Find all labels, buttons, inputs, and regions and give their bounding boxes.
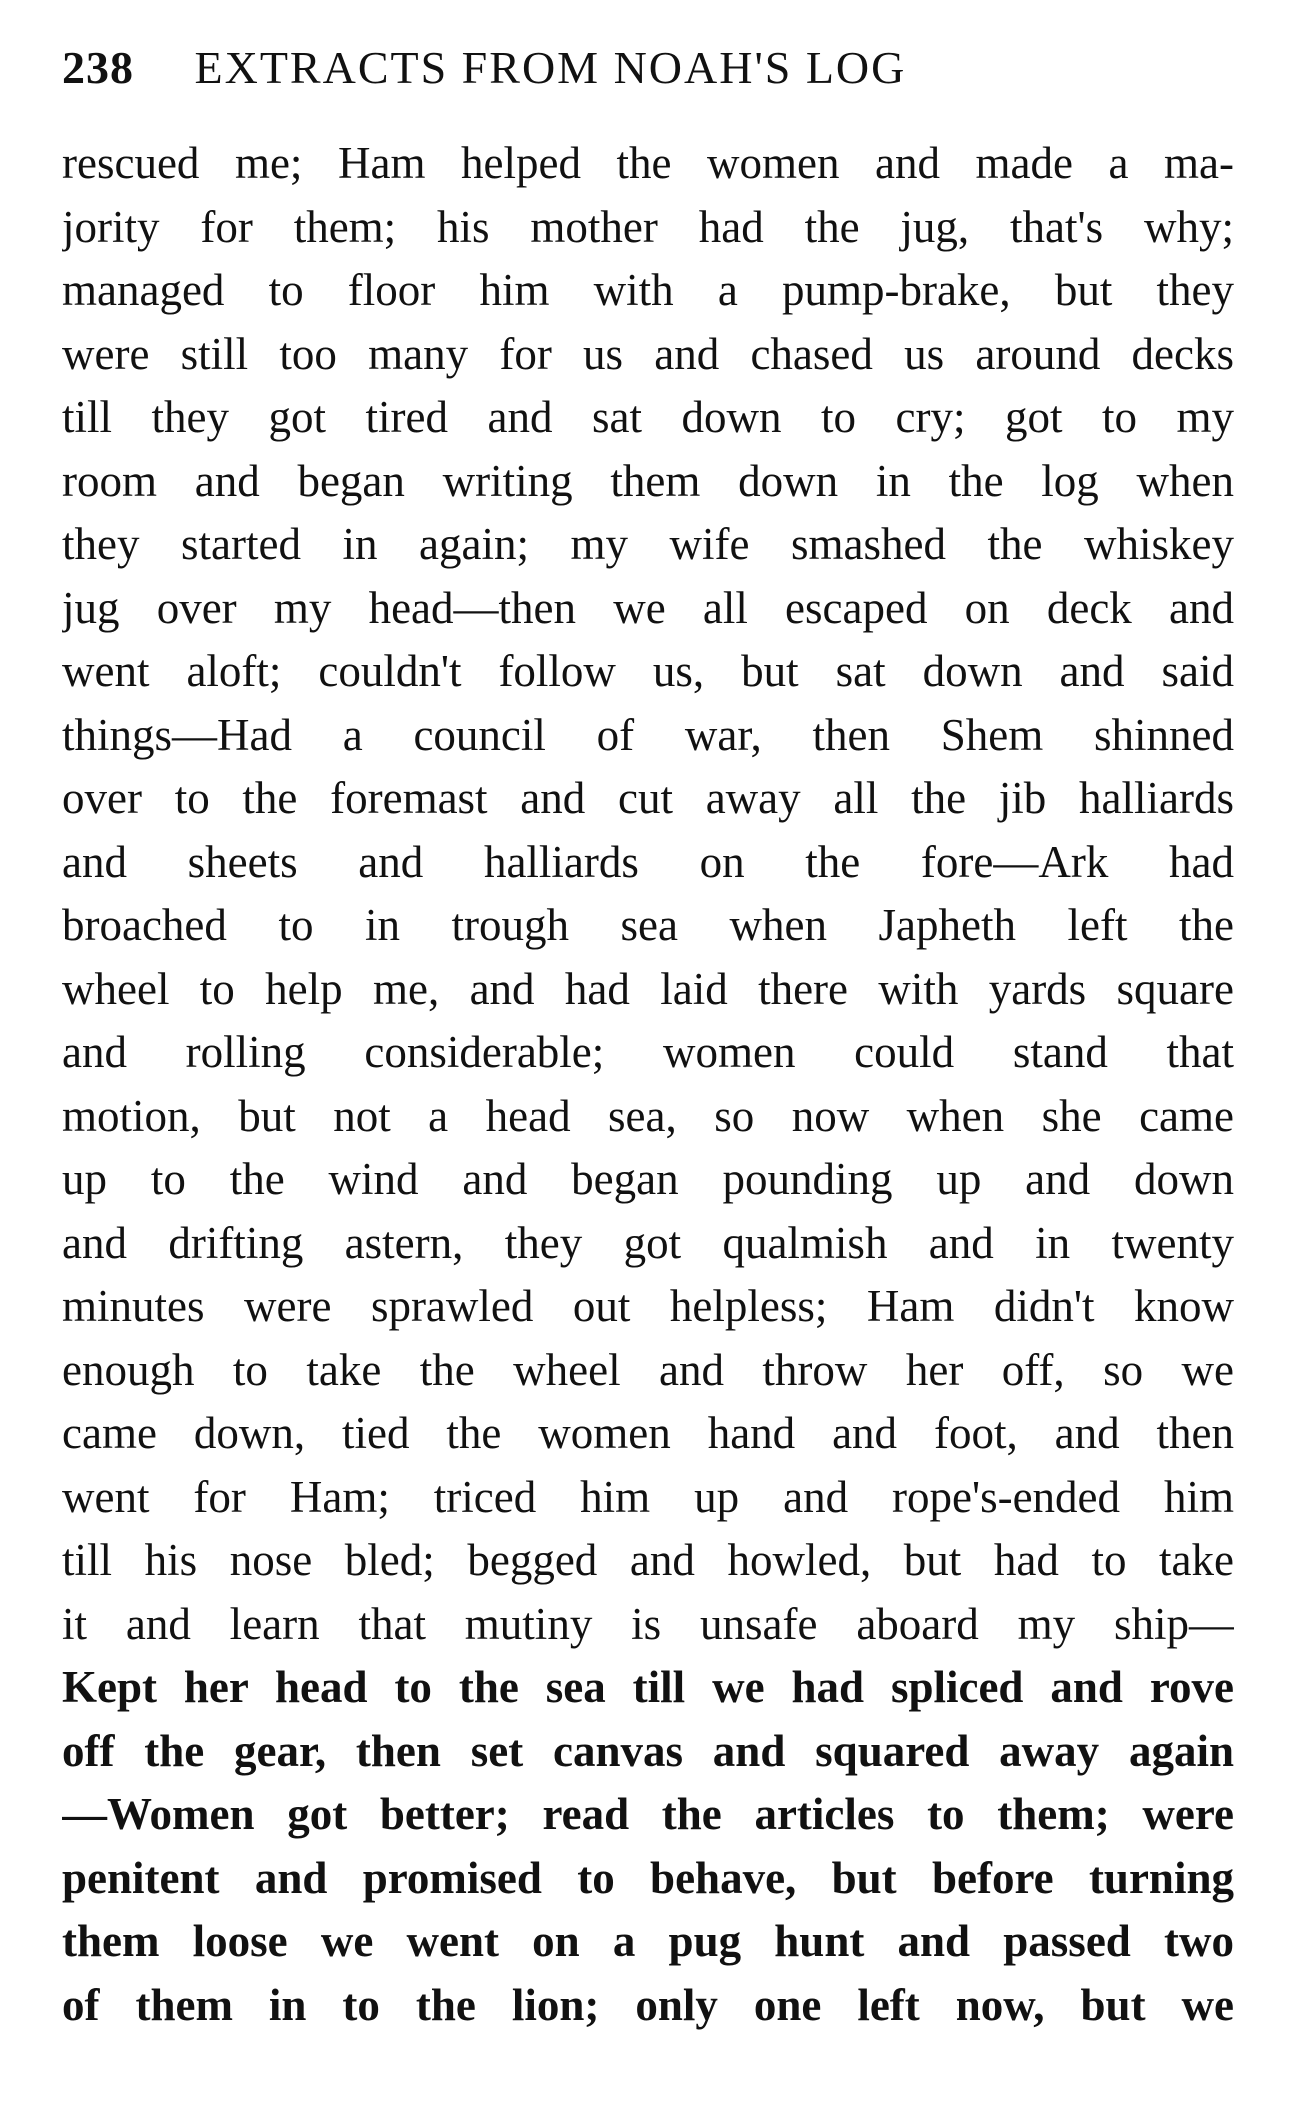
running-head [62,38,1232,98]
body-text [62,132,1234,2037]
text-line: were still too many for us and chased us around decks [62,328,1234,379]
text-line: and rolling considerable; women could stand that [62,1027,1234,1077]
text-line: it and learn that mutiny is unsafe aboard my ship— [62,1598,1234,1649]
text-line: jug over my head—then we all escaped on deck and [62,582,1234,633]
text-line: managed to floor him with a pump-brake, but they [62,265,1234,315]
text-line: jority for them; his mother had the jug, that's why; [62,201,1234,252]
text-line: off the gear, then set canvas and squared away again [62,1725,1234,1776]
text-line: till his nose bled; begged and howled, but had to take [62,1535,1234,1585]
text-line: went for Ham; triced him up and rope's-ended him [62,1471,1234,1522]
text-line: enough to take the wheel and throw her off, so we [62,1344,1234,1395]
text-line: —Women got better; read the articles to them; were [62,1789,1234,1839]
text-line: minutes were sprawled out helpless; Ham didn't know [62,1281,1234,1331]
text-line: Kept her head to the sea till we had spliced and rove [62,1662,1234,1712]
text-line: and sheets and halliards on the fore—Ark had [62,836,1234,887]
text-line: came down, tied the women hand and foot, and then [62,1408,1234,1458]
text-line: wheel to help me, and had laid there with yards square [62,963,1234,1014]
text-line: over to the foremast and cut away all the jib halliards [62,773,1234,823]
text-line: penitent and promised to behave, but before turning [62,1852,1234,1903]
text-line: things—Had a council of war, then Shem shinned [62,709,1234,760]
text-line: went aloft; couldn't follow us, but sat down and said [62,646,1234,696]
text-line: rescued me; Ham helped the women and made a ma- [62,138,1234,188]
text-line: and drifting astern, they got qualmish and in twenty [62,1217,1234,1268]
text-line: of them in to the lion; only one left now, but we [62,1979,1234,2030]
running-title: EXTRACTS FROM NOAH'S LOG [194,42,907,93]
text-line: till they got tired and sat down to cry; got to my [62,392,1234,442]
text-line: motion, but not a head sea, so now when she came [62,1090,1234,1141]
text-line: broached to in trough sea when Japheth left the [62,900,1234,950]
text-line: up to the wind and began pounding up and down [62,1154,1234,1204]
text-line: them loose we went on a pug hunt and passed two [62,1916,1234,1966]
text-line: room and began writing them down in the log when [62,455,1234,506]
text-line: they started in again; my wife smashed the whiskey [62,519,1234,569]
page-number: 238 [62,42,134,93]
